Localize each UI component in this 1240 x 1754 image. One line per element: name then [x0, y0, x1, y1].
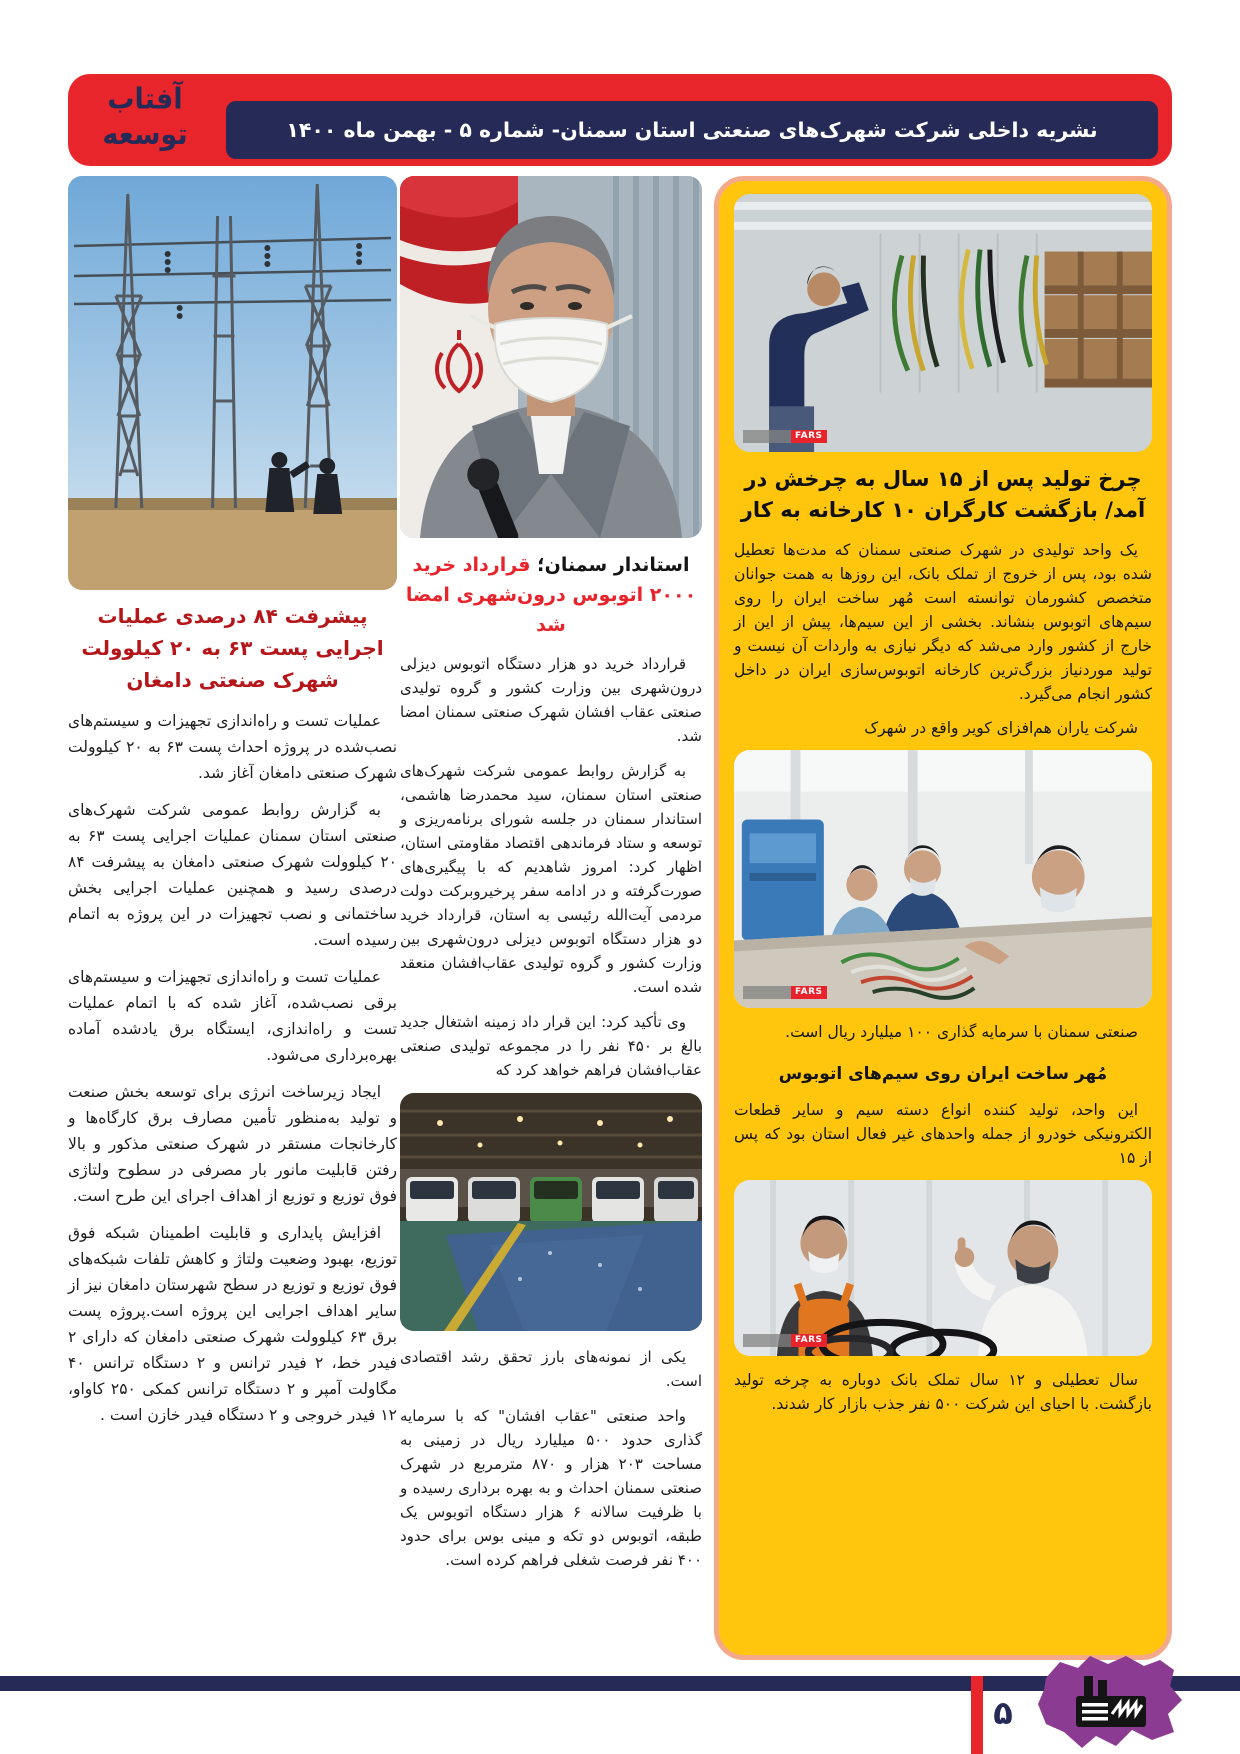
cable-warehouse-photo — [734, 194, 1152, 452]
bus-contract-paragraph: وی تأکید کرد: این قرار داد زمینه اشتغال جدید بالغ بر ۴۵۰ نفر را در مجموعه تولیدی صنعتی عقاب‌افشان فراهم خواهد کرد که — [400, 1013, 702, 1079]
bus-contract-headline — [400, 550, 702, 640]
factory-revival-paragraph: صنعتی سمنان با سرمایه گذاری ۱۰۰ میلیارد ریال است. — [785, 1023, 1138, 1041]
headline-red-part: قرارداد خرید ۲۰۰۰ اتوبوس درون‌شهری امضا شد — [405, 554, 697, 636]
factory-revival-paragraph: یک واحد تولیدی در شهرک صنعتی سمنان که مدت‌ها تعطیل شده بود، پس از خروج از تملک بانک، این روزها به همت جوانان متخصص کشورمان توانسته است مُهر ساخت ایران را روی سیم‌های اتوبوس بنشاند. بخشی از این سیم‌ها، پیش از این از خارج از کشور وارد می‌شد که دیگر نیازی به واردات آن نیست و تولید موردنیاز بزرگ‌ترین کارخانه اتوبوس‌سازی ایران در داخل کشور انجام می‌گیرد. — [734, 541, 1152, 703]
substation-photo — [68, 176, 397, 590]
page-number: ۵ — [993, 1694, 1013, 1732]
logo-word-top: آفتاب — [107, 82, 183, 116]
bus-depot-photo — [400, 1093, 702, 1331]
two-workers-photo — [734, 1180, 1152, 1356]
headline-black-part: استاندار سمنان؛ — [530, 554, 690, 576]
damghan-paragraph: به گزارش روابط عمومی شرکت شهرک‌های صنعتی استان سمنان عملیات اجرایی پست ۶۳ به ۲۰ کیلوولت شهرک صنعتی دامغان به پیشرفت ۸۴ درصدی رسید و همچنین عملیات اجرایی بخش ساختمانی و نصب تجهیزات در این پروژه به اتمام رسیده است. — [68, 801, 397, 949]
damghan-paragraph: افزایش پایداری و قابلیت اطمینان شبکه فوق توزیع، بهبود وضعیت ولتاژ و کاهش تلفات شبکه‌های فوق توزیع و توزیع در سطح شهرستان دامغان نیز از سایر اهداف اجرایی این پروژه است.پروژه پست برق ۶۳ کیلوولت شهرک صنعتی دامغان که دارای ۲ فیدر خط، ۲ فیدر ترانس و ۲ دستگاه ترانس ۴۰ مگاولت آمپر و ۲ دستگاه ترانس کمکی ۲۵۰ کاواو، ۱۲ فیدر خروجی و ۲ دستگاه فیدر خازن است . — [68, 1224, 398, 1424]
article-damghan-substation — [68, 176, 397, 1439]
damghan-paragraph: عملیات تست و راه‌اندازی تجهیزات و سیستم‌های برقی نصب‌شده، آغاز شده که با اتمام عملیات تست و راه‌اندازی، ایستگاه برق یادشده آماده بهره‌برداری می‌شود. — [68, 968, 397, 1064]
bus-contract-paragraph: واحد صنعتی "عقاب افشان" که با سرمایه گذاری حدود ۵۰۰ میلیارد ریال در زمینی به مساحت ۲۰۳ هزار و ۸۷۰ مترمربع در شهرک صنعتی سمنان احداث و به بهره برداری رسیده و با ظرفیت سالانه ۶ هزار دستگاه اتوبوس یک طبقه، اتوبوس دو تکه و مینی بوس برای حدود ۴۰۰ نفر فرصت شغلی فراهم کرده است. — [400, 1407, 702, 1569]
factory-revival-paragraph: سال تعطیلی و ۱۲ سال تملک بانک دوباره به چرخه تولید بازگشت. با احیای این شرکت ۵۰۰ نفر جذب بازار کار شدند. — [734, 1371, 1152, 1413]
article-bus-contract — [400, 176, 702, 1583]
header-bar — [68, 74, 1172, 166]
newsletter-title-box — [226, 101, 1158, 159]
bus-contract-paragraph: قرارداد خرید دو هزار دستگاه اتوبوس دیزلی درون‌شهری بین وزارت کشور و گروه تولیدی صنعتی عقاب افشان شهرک صنعتی سمنان امضا شد. — [400, 655, 702, 745]
factory-revival-paragraph: این واحد، تولید کننده انواع دسته سیم و سایر قطعات الکترونیکی خودرو از جمله واحدهای غیر فعال استان بود که پس از ۱۵ — [734, 1101, 1152, 1167]
damghan-headline: پیشرفت ۸۴ درصدی عملیات اجرایی پست ۶۳ به ۲۰ کیلوولت شهرک صنعتی دامغان — [81, 604, 384, 692]
logo-word-bottom: توسعه — [102, 118, 188, 152]
damghan-paragraph: ایجاد زیرساخت انرژی برای توسعه بخش صنعت و تولید به‌منظور تأمین مصارف برق کارگاه‌ها و کارخانجات مستقر در شهرک صنعتی مذکور و بالا رفتن قابلیت مانور بار مصرفی در سطوح ولتاژی فوق توزیع و توزیع از اهداف اجرای این طرح است. — [68, 1083, 397, 1205]
bus-contract-paragraph: به گزارش روابط عمومی شرکت شهرک‌های صنعتی استان سمنان، سید محمدرضا هاشمی، استاندار سمنان در جلسه شورای برنامه‌ریزی و توسعه و ستاد فرماندهی اقتصاد مقاومتی استان، اظهار کرد: امروز شاهدیم که با پیگیری‌های صورت‌گرفته و در ادامه سفر پرخیروبرکت دولت مردمی آیت‌الله رئیسی به استان، قرارداد خرید دو هزار دستگاه اتوبوس دیزلی درون‌شهری بین وزارت کشور و گروه تولیدی عقاب‌افشان منعقد شده است. — [400, 762, 702, 996]
factory-revival-headline: چرخ تولید پس از ۱۵ سال به چرخش در آمد/ بازگشت کارگران ۱۰ کارخانه به کار — [740, 467, 1146, 522]
aftab-toseh-logo — [82, 81, 208, 152]
damghan-paragraph: عملیات تست و راه‌اندازی تجهیزات و سیستم‌های نصب‌شده در پروژه احداث پست ۶۳ به ۲۰ کیلوولت شهرک صنعتی دامغان آغاز شد. — [68, 712, 398, 782]
newsletter-title: نشریه داخلی شرکت شهرک‌های صنعتی استان سمنان- شماره ۵ - بهمن ماه ۱۴۰۰ — [286, 118, 1098, 142]
article-factory-revival-box — [714, 176, 1172, 1660]
bus-contract-paragraph: یکی از نمونه‌های بارز تحقق رشد اقتصادی است. — [400, 1348, 702, 1390]
iran-map-factory-logo — [1032, 1648, 1188, 1754]
footer-red-stripe — [971, 1676, 983, 1754]
made-in-iran-subhead: مُهر ساخت ایران روی سیم‌های اتوبوس — [778, 1064, 1108, 1084]
factory-revival-paragraph: شرکت یاران هم‌افزای کویر واقع در شهرک — [864, 719, 1138, 737]
governor-portrait-photo — [400, 176, 702, 538]
fars-watermark: FARS — [743, 986, 827, 999]
fars-watermark: FARS — [743, 1334, 827, 1347]
fars-watermark: FARS — [743, 430, 827, 443]
assembly-line-photo — [734, 750, 1152, 1008]
